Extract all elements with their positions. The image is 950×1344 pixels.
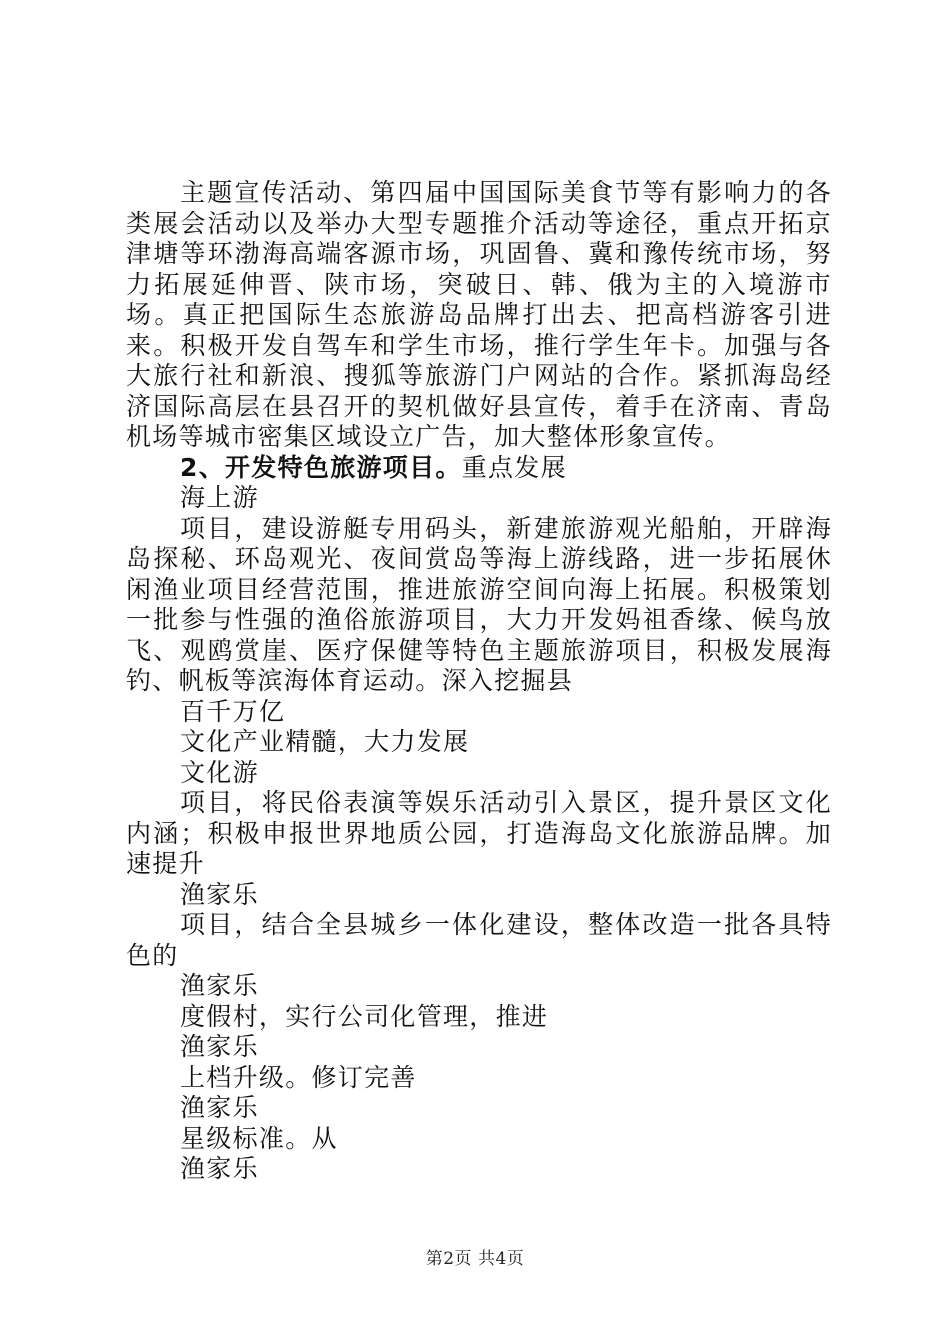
paragraph-promotion: 主题宣传活动、第四届中国国际美食节等有影响力的各类展会活动以及举办大型专题推介活动等途径，重点开拓京津塘等环渤海高端客源市场，巩固鲁、冀和豫传统市场，努力拓展延伸晋、陕市场，突破日、韩、俄为主的入境游市场。真正把国际生态旅游岛品牌打出去、把高档游客引进来。积极开发自驾车和学生市场，推行学生年卡。加强与各大旅行社和新浪、搜狐等旅游门户网站的合作。紧抓海岛经济国际高层在县召开的契机做好县宣传，着手在济南、青岛机场等城市密集区域设立广告，加大整体形象宣传。 xyxy=(126,178,832,451)
text-line: 渔家乐 xyxy=(180,971,259,1000)
text-line: 百千万亿 xyxy=(180,696,286,726)
text-line: 渔家乐 xyxy=(180,879,259,909)
text-line: 渔家乐 xyxy=(180,1032,259,1061)
body-text xyxy=(126,178,832,1185)
text-line: 文化游 xyxy=(180,757,259,787)
text-line: 度假村，实行公司化管理，推进 xyxy=(180,1001,549,1031)
text-line: 渔家乐 xyxy=(180,1093,259,1122)
page-footer: 第2页 共4页 xyxy=(425,1249,525,1269)
text-line: 星级标准。从 xyxy=(180,1123,338,1153)
section-heading xyxy=(126,453,832,484)
heading-bold-text: 2、开发特色旅游项目。 xyxy=(180,452,462,482)
text-line: 海上游 xyxy=(180,483,259,512)
text-line: 文化产业精髓，大力发展 xyxy=(180,727,470,756)
text-line: 上档升级。修订完善 xyxy=(180,1062,417,1092)
paragraph-culture-tour: 项目，将民俗表演等娱乐活动引入景区，提升景区文化内涵；积极申报世界地质公园，打造海岛文化旅游品牌。加速提升 xyxy=(126,788,832,878)
text-line: 渔家乐 xyxy=(180,1154,259,1183)
paragraph-fishing-village: 项目，结合全县城乡一体化建设，整体改造一批各具特色的 xyxy=(126,910,832,970)
paragraph-sea-tour: 项目，建设游艇专用码头，新建旅游观光船舶，开辟海岛探秘、环岛观光、夜间赏岛等海上游线路，进一步拓展休闲渔业项目经营范围，推进旅游空间向海上拓展。积极策划一批参与性强的渔俗旅游项目，大力开发妈祖香缘、候鸟放飞、观鸥赏崖、医疗保健等特色主题旅游项目，积极发展海钓、帆板等滨海体育运动。深入挖掘县 xyxy=(126,513,832,695)
heading-normal-text: 重点发展 xyxy=(461,452,567,482)
